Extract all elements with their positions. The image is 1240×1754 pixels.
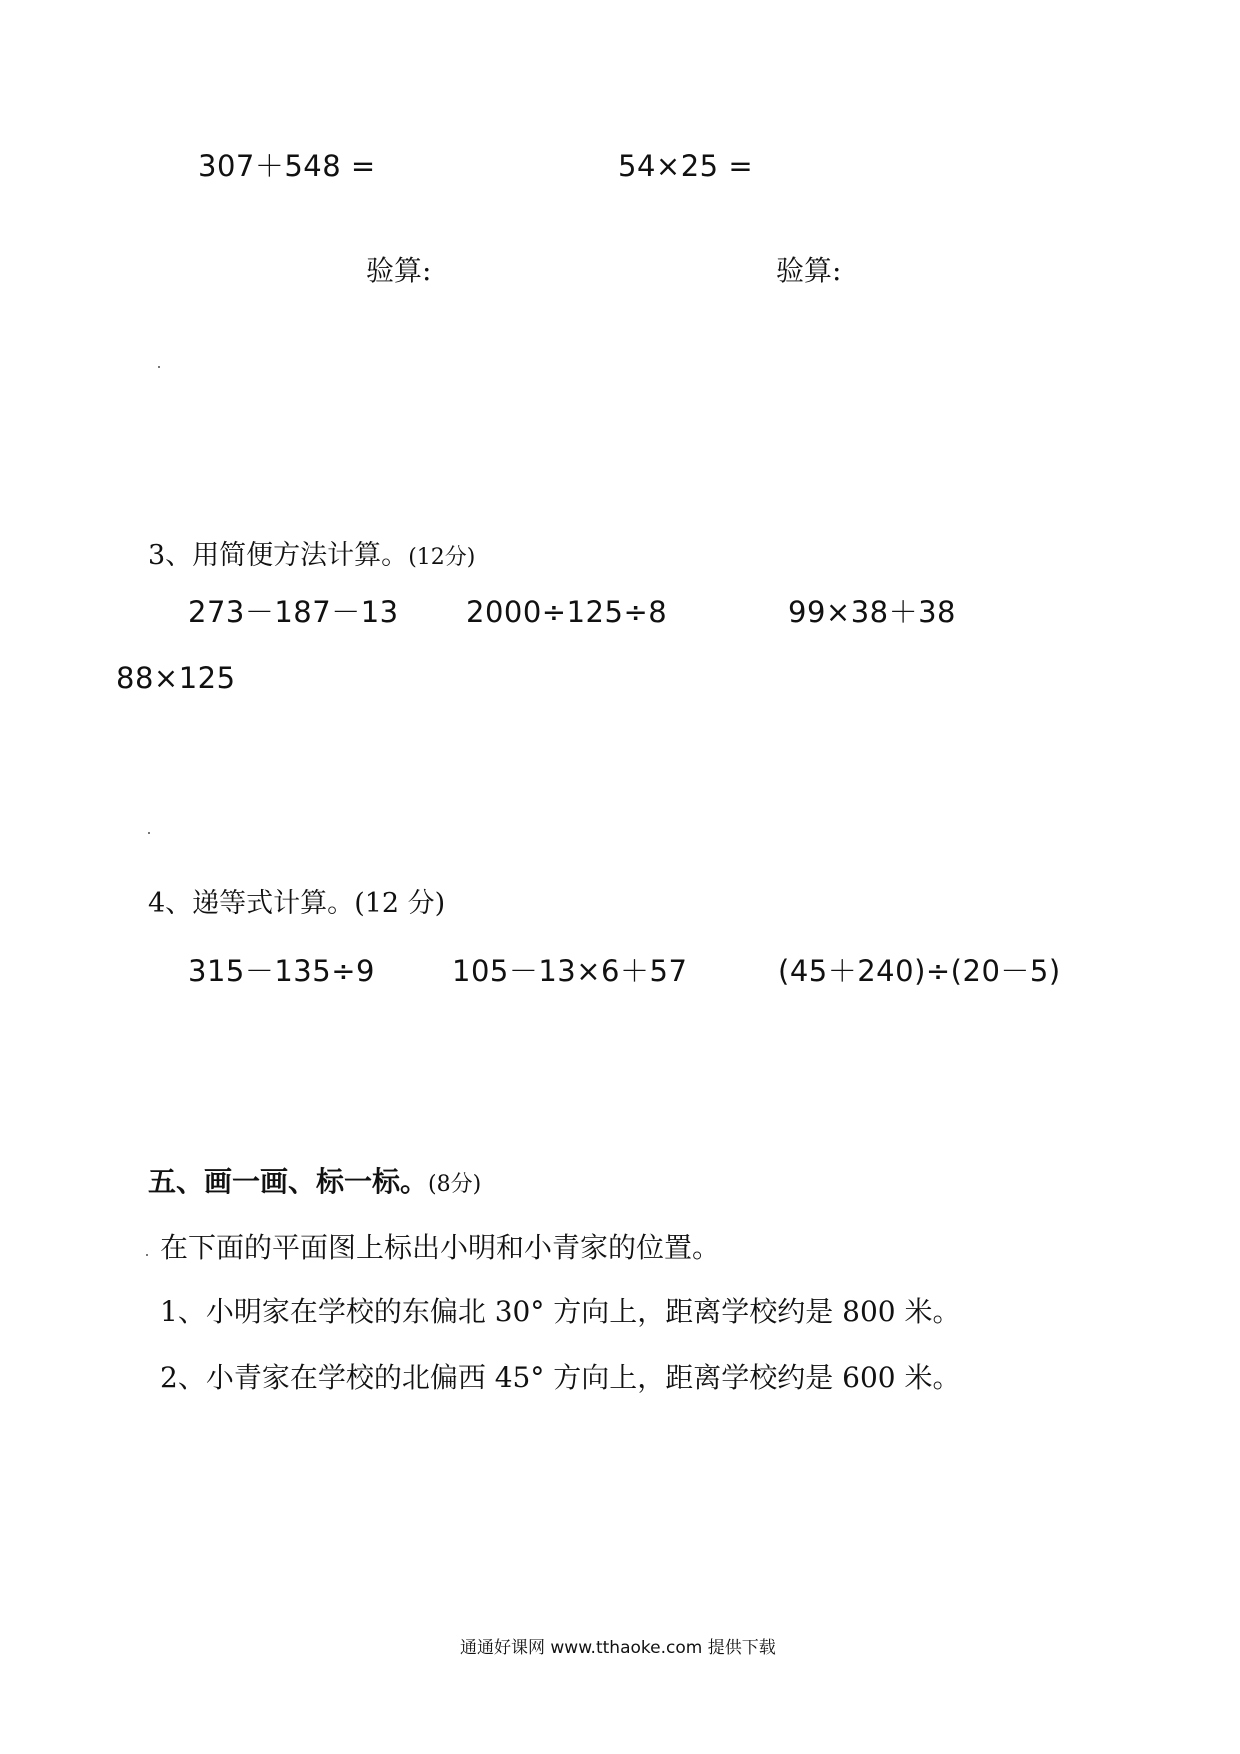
q4-expression-1: 315－135÷9 <box>188 954 375 988</box>
q3-heading <box>148 542 475 569</box>
section5-item-1: 1、小明家在学校的东偏北 30° 方向上，距离学校约是 800 米。 <box>160 1295 961 1328</box>
scan-speck <box>146 1254 148 1256</box>
check-label-2: 验算: <box>776 254 842 287</box>
q4-expression-2: 105－13×6＋57 <box>452 954 688 988</box>
section5-points: (8分) <box>428 1172 482 1197</box>
page-footer: 通通好课网 www.tthaoke.com 提供下载 <box>460 1638 776 1658</box>
q4-heading <box>148 890 445 917</box>
q3-expression-4: 88×125 <box>116 661 236 695</box>
q3-title: 3、用简便方法计算。 <box>148 540 409 571</box>
section5-instruction: 在下面的平面图上标出小明和小青家的位置。 <box>160 1231 721 1264</box>
scan-speck <box>158 366 160 368</box>
scan-speck <box>148 832 150 834</box>
check-label-1: 验算: <box>366 254 432 287</box>
q3-expression-1: 273－187－13 <box>188 595 399 629</box>
q4-title: 4、递等式计算。 <box>148 888 355 919</box>
section5-title: 五、画一画、标一标。 <box>148 1165 429 1198</box>
section5-item-2: 2、小青家在学校的北偏西 45° 方向上，距离学校约是 600 米。 <box>160 1361 961 1394</box>
q4-expression-3: (45＋240)÷(20－5) <box>778 954 1061 988</box>
q3-expression-3: 99×38＋38 <box>788 595 957 629</box>
expression-addition: 307＋548 = <box>198 149 376 183</box>
q4-points: (12 分) <box>354 888 446 919</box>
q3-expression-2: 2000÷125÷8 <box>466 595 668 629</box>
expression-multiplication: 54×25 = <box>618 149 754 183</box>
q3-points: (12分) <box>408 545 476 570</box>
section5-heading <box>148 1165 482 1198</box>
